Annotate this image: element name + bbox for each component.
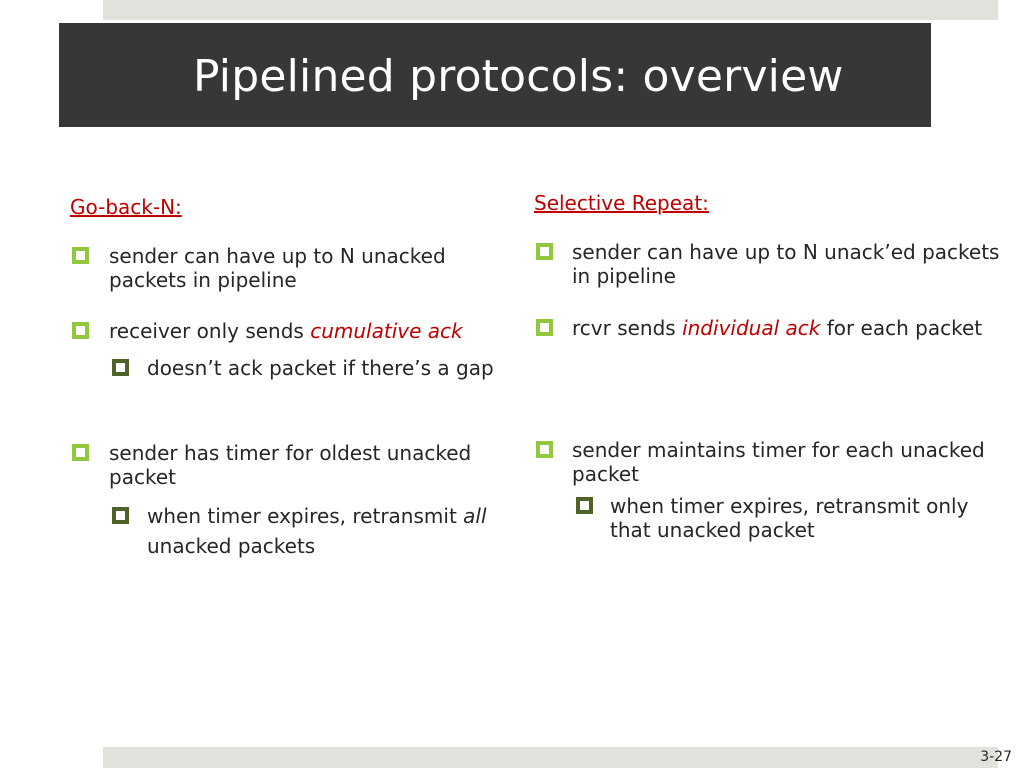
page-number: 3-27 bbox=[980, 749, 1012, 765]
bottom-decor-bar bbox=[103, 747, 998, 768]
item-text: sender can have up to N unacked packets in pipeline bbox=[109, 244, 446, 292]
sub-bullet-square-icon bbox=[112, 359, 129, 376]
item-text: when timer expires, retransmit only that unacked packet bbox=[610, 494, 969, 542]
bullet-square-icon bbox=[72, 322, 89, 339]
sub-list-item bbox=[70, 356, 500, 385]
list-item bbox=[70, 319, 500, 343]
top-decor-bar bbox=[103, 0, 998, 20]
list-item bbox=[534, 316, 1004, 340]
item-text: sender maintains timer for each unacked packet bbox=[572, 438, 985, 486]
sub-bullet-square-icon bbox=[576, 497, 593, 514]
item-text: sender can have up to N unack’ed packets in pipeline bbox=[572, 240, 1000, 288]
go-back-n-heading: Go-back-N: bbox=[70, 195, 182, 219]
list-item bbox=[534, 240, 1004, 288]
bullet-square-icon bbox=[536, 319, 553, 336]
bullet-square-icon bbox=[72, 444, 89, 461]
individual-ack-emphasis: individual ack bbox=[682, 316, 821, 340]
item-text: rcvr sends individual ack for each packet bbox=[572, 316, 983, 340]
list-item bbox=[70, 441, 500, 489]
sub-bullet-square-icon bbox=[112, 507, 129, 524]
bullet-square-icon bbox=[72, 247, 89, 264]
go-back-n-column bbox=[70, 192, 500, 558]
all-emphasis: all bbox=[463, 504, 487, 528]
bullet-square-icon bbox=[536, 243, 553, 260]
list-item bbox=[70, 244, 500, 292]
sub-list-item bbox=[534, 494, 1004, 542]
slide-title: Pipelined protocols: overview bbox=[193, 51, 844, 102]
selective-repeat-column bbox=[534, 188, 1004, 542]
item-text: receiver only sends cumulative ack bbox=[109, 319, 463, 343]
item-text: sender has timer for oldest unacked packet bbox=[109, 441, 472, 489]
cumulative-ack-emphasis: cumulative ack bbox=[310, 319, 463, 343]
sub-list-item bbox=[70, 504, 500, 561]
list-item bbox=[534, 438, 1004, 486]
item-text: when timer expires, retransmit all unacked packets bbox=[147, 504, 487, 558]
item-text: doesn’t ack packet if there’s a gap bbox=[147, 356, 494, 380]
bullet-square-icon bbox=[536, 441, 553, 458]
selective-repeat-heading: Selective Repeat: bbox=[534, 191, 709, 215]
